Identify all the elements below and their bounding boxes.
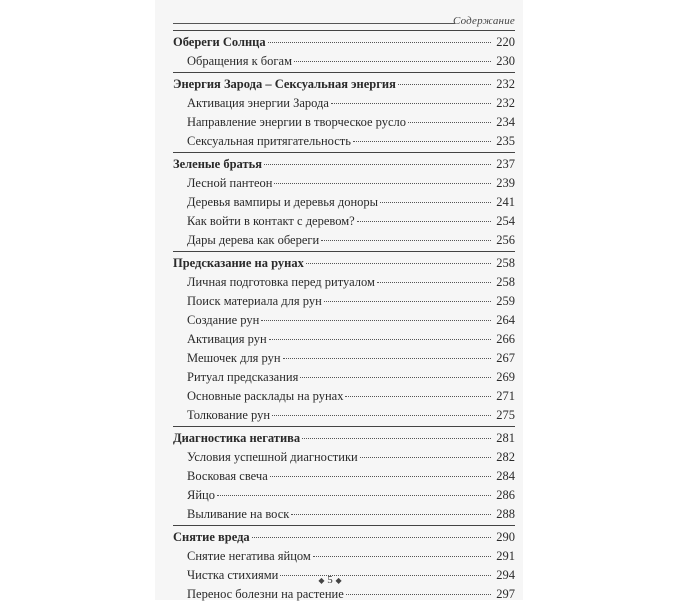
toc-entry-page: 232 — [496, 96, 515, 110]
toc-section-heading — [173, 429, 515, 448]
toc-section-heading-title: Энергия Зарода – Сексуальная энергия — [173, 77, 396, 91]
toc-entry-page: 256 — [496, 233, 515, 247]
dot-leader — [300, 377, 491, 378]
toc-section-heading-page: 281 — [496, 431, 515, 445]
toc-section-heading-title: Снятие вреда — [173, 530, 250, 544]
toc-entry-page: 286 — [496, 488, 515, 502]
dot-leader — [283, 358, 491, 359]
dot-leader — [264, 164, 491, 165]
toc-entry-title: Личная подготовка перед ритуалом — [187, 275, 375, 289]
dot-leader — [360, 457, 491, 458]
toc-entry — [173, 231, 515, 250]
toc-entry-page: 291 — [496, 549, 515, 563]
toc-entry — [173, 94, 515, 113]
toc-entry — [173, 212, 515, 231]
toc-entry-page: 297 — [496, 587, 515, 601]
toc-entry — [173, 113, 515, 132]
toc-entry-title: Деревья вампиры и деревья доноры — [187, 195, 379, 209]
toc-entry-title: Создание рун — [187, 313, 260, 327]
dot-leader — [345, 396, 491, 397]
dot-leader — [272, 415, 491, 416]
toc-entry-page: 259 — [496, 294, 515, 308]
toc-entry-title: Основные расклады на рунах — [187, 389, 344, 403]
toc-entry — [173, 311, 515, 330]
toc-entry — [173, 486, 515, 505]
toc-entry — [173, 547, 515, 566]
toc-section-heading — [173, 254, 515, 273]
toc-entry-page: 258 — [496, 275, 515, 289]
toc-entry — [173, 467, 515, 486]
toc-entry — [173, 292, 515, 311]
toc-entry-page: 235 — [496, 134, 515, 148]
toc-section-heading — [173, 33, 515, 52]
toc-entry — [173, 349, 515, 368]
dot-leader — [268, 42, 491, 43]
toc-entry — [173, 132, 515, 151]
toc-entry-page: 266 — [496, 332, 515, 346]
toc-section-heading-page: 258 — [496, 256, 515, 270]
toc-entry-title: Активация энергии Зарода — [187, 96, 329, 110]
toc-entry-title: Снятие негатива яйцом — [187, 549, 311, 563]
toc-section-heading-page: 220 — [496, 35, 515, 49]
dot-leader — [291, 514, 491, 515]
toc-entry-title: Условия успешной диагностики — [187, 450, 358, 464]
toc-entry-page: 241 — [496, 195, 515, 209]
toc-entry — [173, 505, 515, 524]
dot-leader — [357, 221, 491, 222]
toc-section-heading-title: Зеленые братья — [173, 157, 262, 171]
toc-section — [173, 525, 515, 604]
toc-section-heading-page: 237 — [496, 157, 515, 171]
toc-entry-page: 288 — [496, 507, 515, 521]
dot-leader — [408, 122, 491, 123]
page-footer — [300, 574, 360, 586]
toc-section-heading-title: Предсказание на рунах — [173, 256, 304, 270]
dot-leader — [294, 61, 491, 62]
toc-entry-title: Чистка стихиями — [187, 568, 279, 582]
toc-entry-title: Обращения к богам — [187, 54, 293, 68]
toc-entry-title: Яйцо — [187, 488, 215, 502]
toc-section — [173, 30, 515, 71]
table-of-contents — [173, 30, 515, 604]
toc-section — [173, 251, 515, 425]
header-rule — [173, 23, 455, 24]
toc-entry-title: Лесной пантеон — [187, 176, 273, 190]
toc-section-heading-page: 232 — [496, 77, 515, 91]
header-title: Содержание — [452, 15, 515, 27]
toc-section-heading — [173, 528, 515, 547]
toc-entry-page: 230 — [496, 54, 515, 68]
toc-entry-page: 254 — [496, 214, 515, 228]
toc-entry-page: 294 — [496, 568, 515, 582]
dot-leader — [261, 320, 491, 321]
dot-leader — [313, 556, 491, 557]
toc-section-heading — [173, 75, 515, 94]
toc-section-heading — [173, 155, 515, 174]
page-number: 5 — [327, 574, 333, 586]
toc-entry-title: Восковая свеча — [187, 469, 268, 483]
toc-entry-title: Перенос болезни на растение — [187, 587, 344, 601]
toc-section-heading-title: Диагностика негатива — [173, 431, 301, 445]
dot-leader — [302, 438, 491, 439]
toc-entry — [173, 330, 515, 349]
dot-leader — [380, 202, 491, 203]
toc-section-heading-title: Обереги Солнца — [173, 35, 266, 49]
dot-leader — [353, 141, 491, 142]
toc-entry-title: Выливание на воск — [187, 507, 290, 521]
dot-leader — [274, 183, 491, 184]
toc-entry-title: Поиск материала для рун — [187, 294, 322, 308]
dot-leader — [324, 301, 491, 302]
toc-entry-title: Мешочек для рун — [187, 351, 281, 365]
toc-entry-page: 269 — [496, 370, 515, 384]
dot-leader — [331, 103, 491, 104]
dot-leader — [321, 240, 491, 241]
toc-entry-title: Активация рун — [187, 332, 267, 346]
running-header — [173, 15, 515, 31]
toc-entry-title: Направление энергии в творческое русло — [187, 115, 407, 129]
toc-entry-page: 267 — [496, 351, 515, 365]
toc-entry — [173, 448, 515, 467]
toc-section — [173, 426, 515, 524]
ornament-left-icon: ◆ — [318, 575, 325, 585]
toc-entry-page: 239 — [496, 176, 515, 190]
dot-leader — [306, 263, 491, 264]
toc-entry — [173, 52, 515, 71]
toc-entry-page: 282 — [496, 450, 515, 464]
dot-leader — [217, 495, 491, 496]
dot-leader — [269, 339, 491, 340]
toc-entry — [173, 368, 515, 387]
dot-leader — [377, 282, 491, 283]
dot-leader — [270, 476, 491, 477]
dot-leader — [398, 84, 491, 85]
toc-section — [173, 152, 515, 250]
toc-entry-title: Сексуальная притягательность — [187, 134, 351, 148]
toc-entry-title: Ритуал предсказания — [187, 370, 299, 384]
toc-entry — [173, 406, 515, 425]
ornament-right-icon: ◆ — [335, 575, 342, 585]
toc-entry-page: 284 — [496, 469, 515, 483]
dot-leader — [252, 537, 491, 538]
toc-entry — [173, 585, 515, 604]
toc-entry — [173, 387, 515, 406]
toc-entry-page: 264 — [496, 313, 515, 327]
toc-entry-page: 234 — [496, 115, 515, 129]
toc-entry-page: 275 — [496, 408, 515, 422]
toc-entry — [173, 174, 515, 193]
toc-entry — [173, 273, 515, 292]
toc-entry — [173, 193, 515, 212]
toc-section — [173, 72, 515, 151]
toc-entry-title: Как войти в контакт с деревом? — [187, 214, 355, 228]
dot-leader — [346, 594, 491, 595]
toc-entry-title: Толкование рун — [187, 408, 271, 422]
toc-section-heading-page: 290 — [496, 530, 515, 544]
toc-entry-page: 271 — [496, 389, 515, 403]
toc-entry-title: Дары дерева как обереги — [187, 233, 320, 247]
